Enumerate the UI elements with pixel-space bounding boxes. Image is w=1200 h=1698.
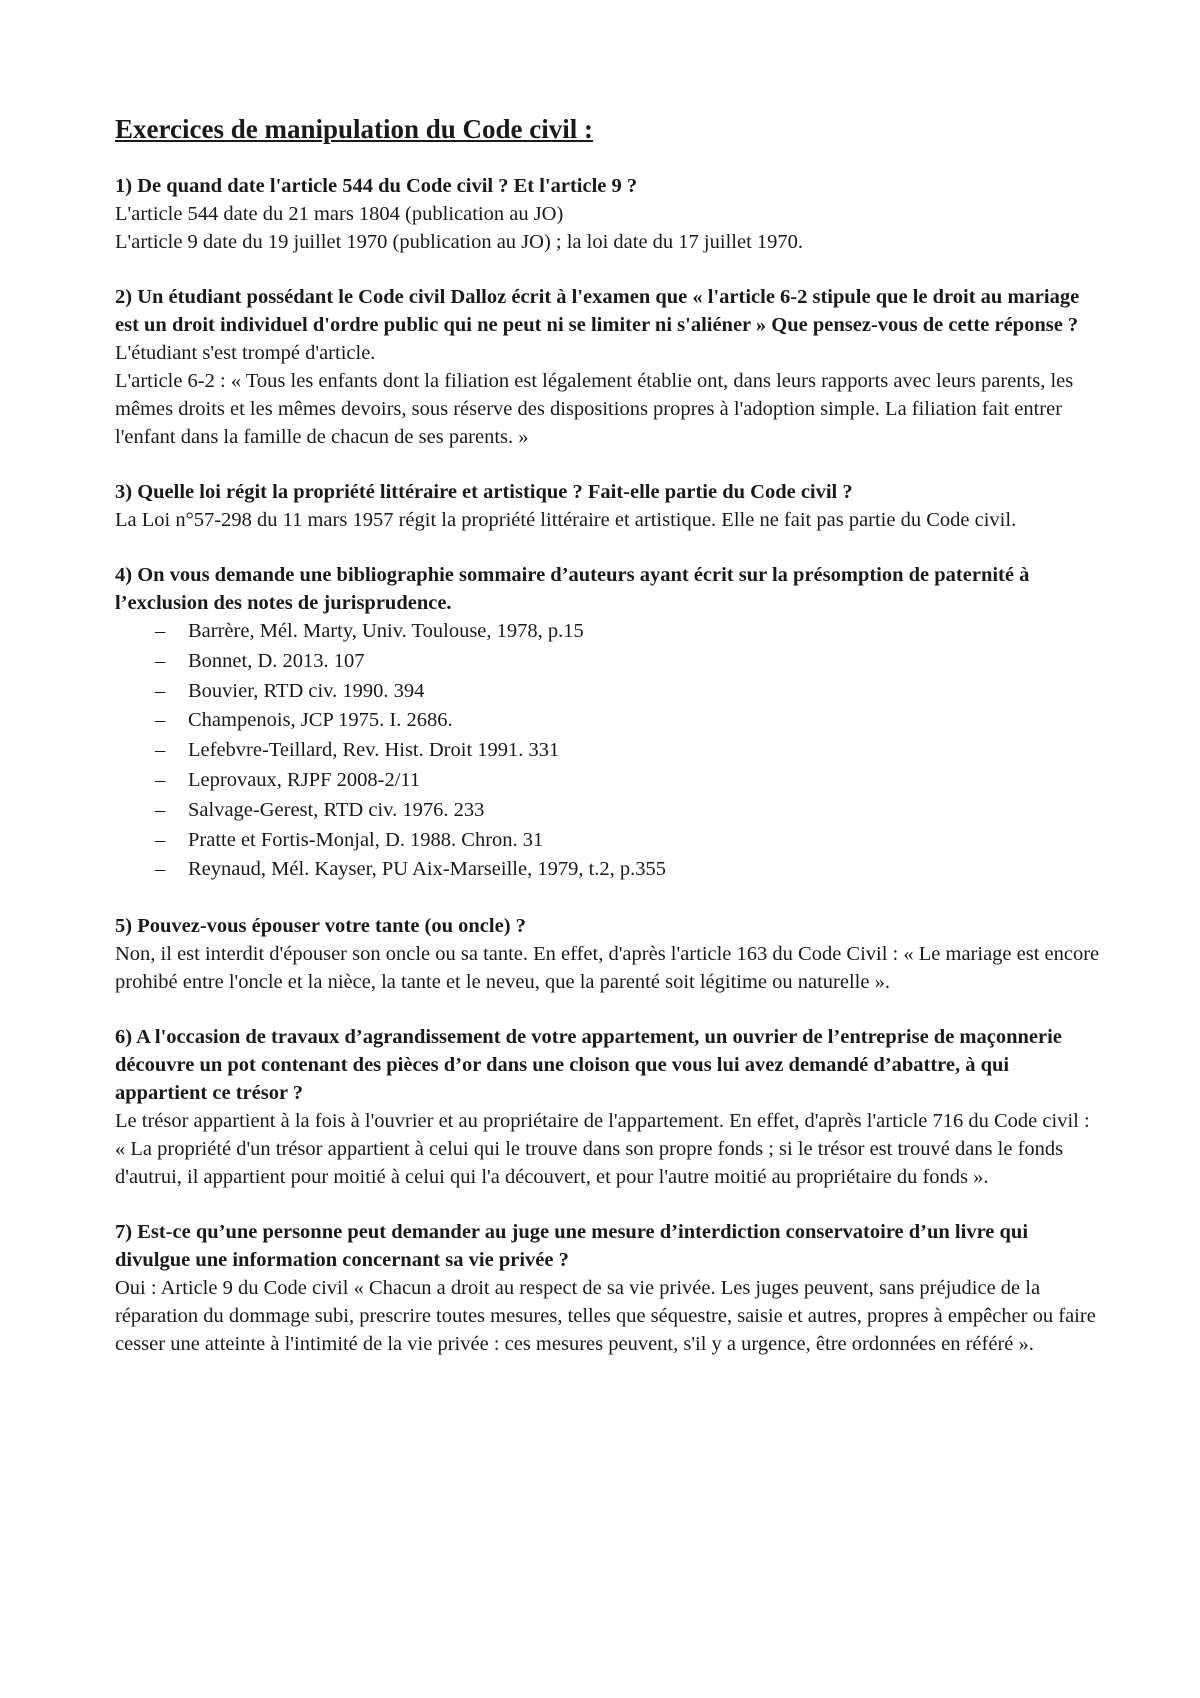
exercise-4 [115,561,1100,885]
bibliography-item [155,736,1100,766]
bibliography-entry: Champenois, JCP 1975. I. 2686. [188,709,453,732]
bibliography-entry: Leprovaux, RJPF 2008-2/11 [188,768,421,791]
exercise-1 [115,172,1100,256]
bibliography-entry: Barrère, Mél. Marty, Univ. Toulouse, 1978, p.15 [188,620,584,642]
bibliography-item [155,617,1100,647]
answer-6: Le trésor appartient à la fois à l'ouvrier et au propriétaire de l'appartement. En effet, d'après l'article 716 du Code civil : « La propriété d'un trésor appartient à celui qui le trouve dans son propre fonds ; si le trésor est trouvé dans le fonds d'autrui, il appartient pour moitié à celui qui l'a découvert, et pour l'autre moitié au propriétaire du fonds ». [115,1110,1090,1189]
answer-5: Non, il est interdit d'épouser son oncle ou sa tante. En effet, d'après l'article 163 du Code Civil : « Le mariage est encore prohibé entre l'oncle et la nièce, la tante et le neveu, que la parenté soit légitime ou naturelle ». [115,943,1100,994]
answer-2-line-1: L'étudiant s'est trompé d'article. [115,342,376,364]
dash-bullet: – [155,798,166,821]
bibliography-item [155,855,1100,885]
bibliography-entry: Salvage-Gerest, RTD civ. 1976. 233 [188,798,485,821]
bibliography-list [115,617,1100,885]
exercise-6 [115,1023,1100,1191]
answer-1-line-1: L'article 544 date du 21 mars 1804 (publication au JO) [115,203,564,225]
bibliography-entry: Bonnet, D. 2013. 107 [188,649,365,672]
bibliography-entry: Reynaud, Mél. Kayser, PU Aix-Marseille, 1979, t.2, p.355 [188,858,667,881]
bibliography-item [155,677,1100,707]
exercise-5 [115,912,1100,996]
bibliography-entry: Bouvier, RTD civ. 1990. 394 [188,679,425,702]
answer-7: Oui : Article 9 du Code civil « Chacun a droit au respect de sa vie privée. Les juges peuvent, sans préjudice de la réparation du dommage subi, prescrire toutes mesures, telles que séquestre, saisie et autres, propres à empêcher ou faire cesser une atteinte à l'intimité de la vie privée : ces mesures peuvent, s'il y a urgence, être ordonnées en référé ». [115,1277,1096,1356]
dash-bullet: – [155,858,166,881]
bibliography-item [155,766,1100,796]
question-3: 3) Quelle loi régit la propriété littéraire et artistique ? Fait-elle partie du Code civil ? [115,481,853,503]
dash-bullet: – [155,828,166,851]
question-5: 5) Pouvez-vous épouser votre tante (ou oncle) ? [115,915,526,938]
bibliography-item [155,826,1100,856]
question-7: 7) Est-ce qu’une personne peut demander au juge une mesure d’interdiction conservatoire d’un livre qui divulgue une information concernant sa vie privée ? [115,1221,1029,1272]
answer-3: La Loi n°57-298 du 11 mars 1957 régit la propriété littéraire et artistique. Elle ne fait pas partie du Code civil. [115,509,1017,531]
dash-bullet: – [155,709,166,732]
dash-bullet: – [155,739,166,762]
bibliography-entry: Pratte et Fortis-Monjal, D. 1988. Chron. 31 [188,828,544,851]
dash-bullet: – [155,679,166,702]
exercise-7 [115,1218,1100,1358]
answer-2-line-2: L'article 6-2 : « Tous les enfants dont la filiation est légalement établie ont, dans leurs rapports avec leurs parents, les mêmes droits et les mêmes devoirs, sous réserve des dispositions propres à l'adoption simple. La filiation fait entrer l'enfant dans la famille de chacun de ses parents. » [115,370,1074,448]
question-6: 6) A l'occasion de travaux d’agrandissement de votre appartement, un ouvrier de l’entreprise de maçonnerie découvre un pot contenant des pièces d’or dans une cloison que vous lui avez demandé d’abattre, à qui appartient ce trésor ? [115,1026,1062,1105]
bibliography-entry: Lefebvre-Teillard, Rev. Hist. Droit 1991. 331 [188,739,560,762]
dash-bullet: – [155,768,166,791]
exercise-3 [115,478,1100,534]
dash-bullet: – [155,649,166,672]
bibliography-item [155,706,1100,736]
bibliography-item [155,796,1100,826]
document-title: Exercices de manipulation du Code civil : [115,114,594,144]
question-1: 1) De quand date l'article 544 du Code civil ? Et l'article 9 ? [115,175,638,197]
dash-bullet: – [155,620,166,642]
answer-1-line-2: L'article 9 date du 19 juillet 1970 (publication au JO) ; la loi date du 17 juillet 1970. [115,231,804,253]
bibliography-item [155,647,1100,677]
question-2: 2) Un étudiant possédant le Code civil Dalloz écrit à l'examen que « l'article 6-2 stipule que le droit au mariage est un droit individuel d'ordre public qui ne peut ni se limiter ni s'aliéner » Que pensez-vous de cette réponse ? [115,286,1080,336]
exercise-2 [115,283,1100,451]
question-4: 4) On vous demande une bibliographie sommaire d’auteurs ayant écrit sur la présomption de paternité à l’exclusion des notes de jurisprudence. [115,564,1030,614]
